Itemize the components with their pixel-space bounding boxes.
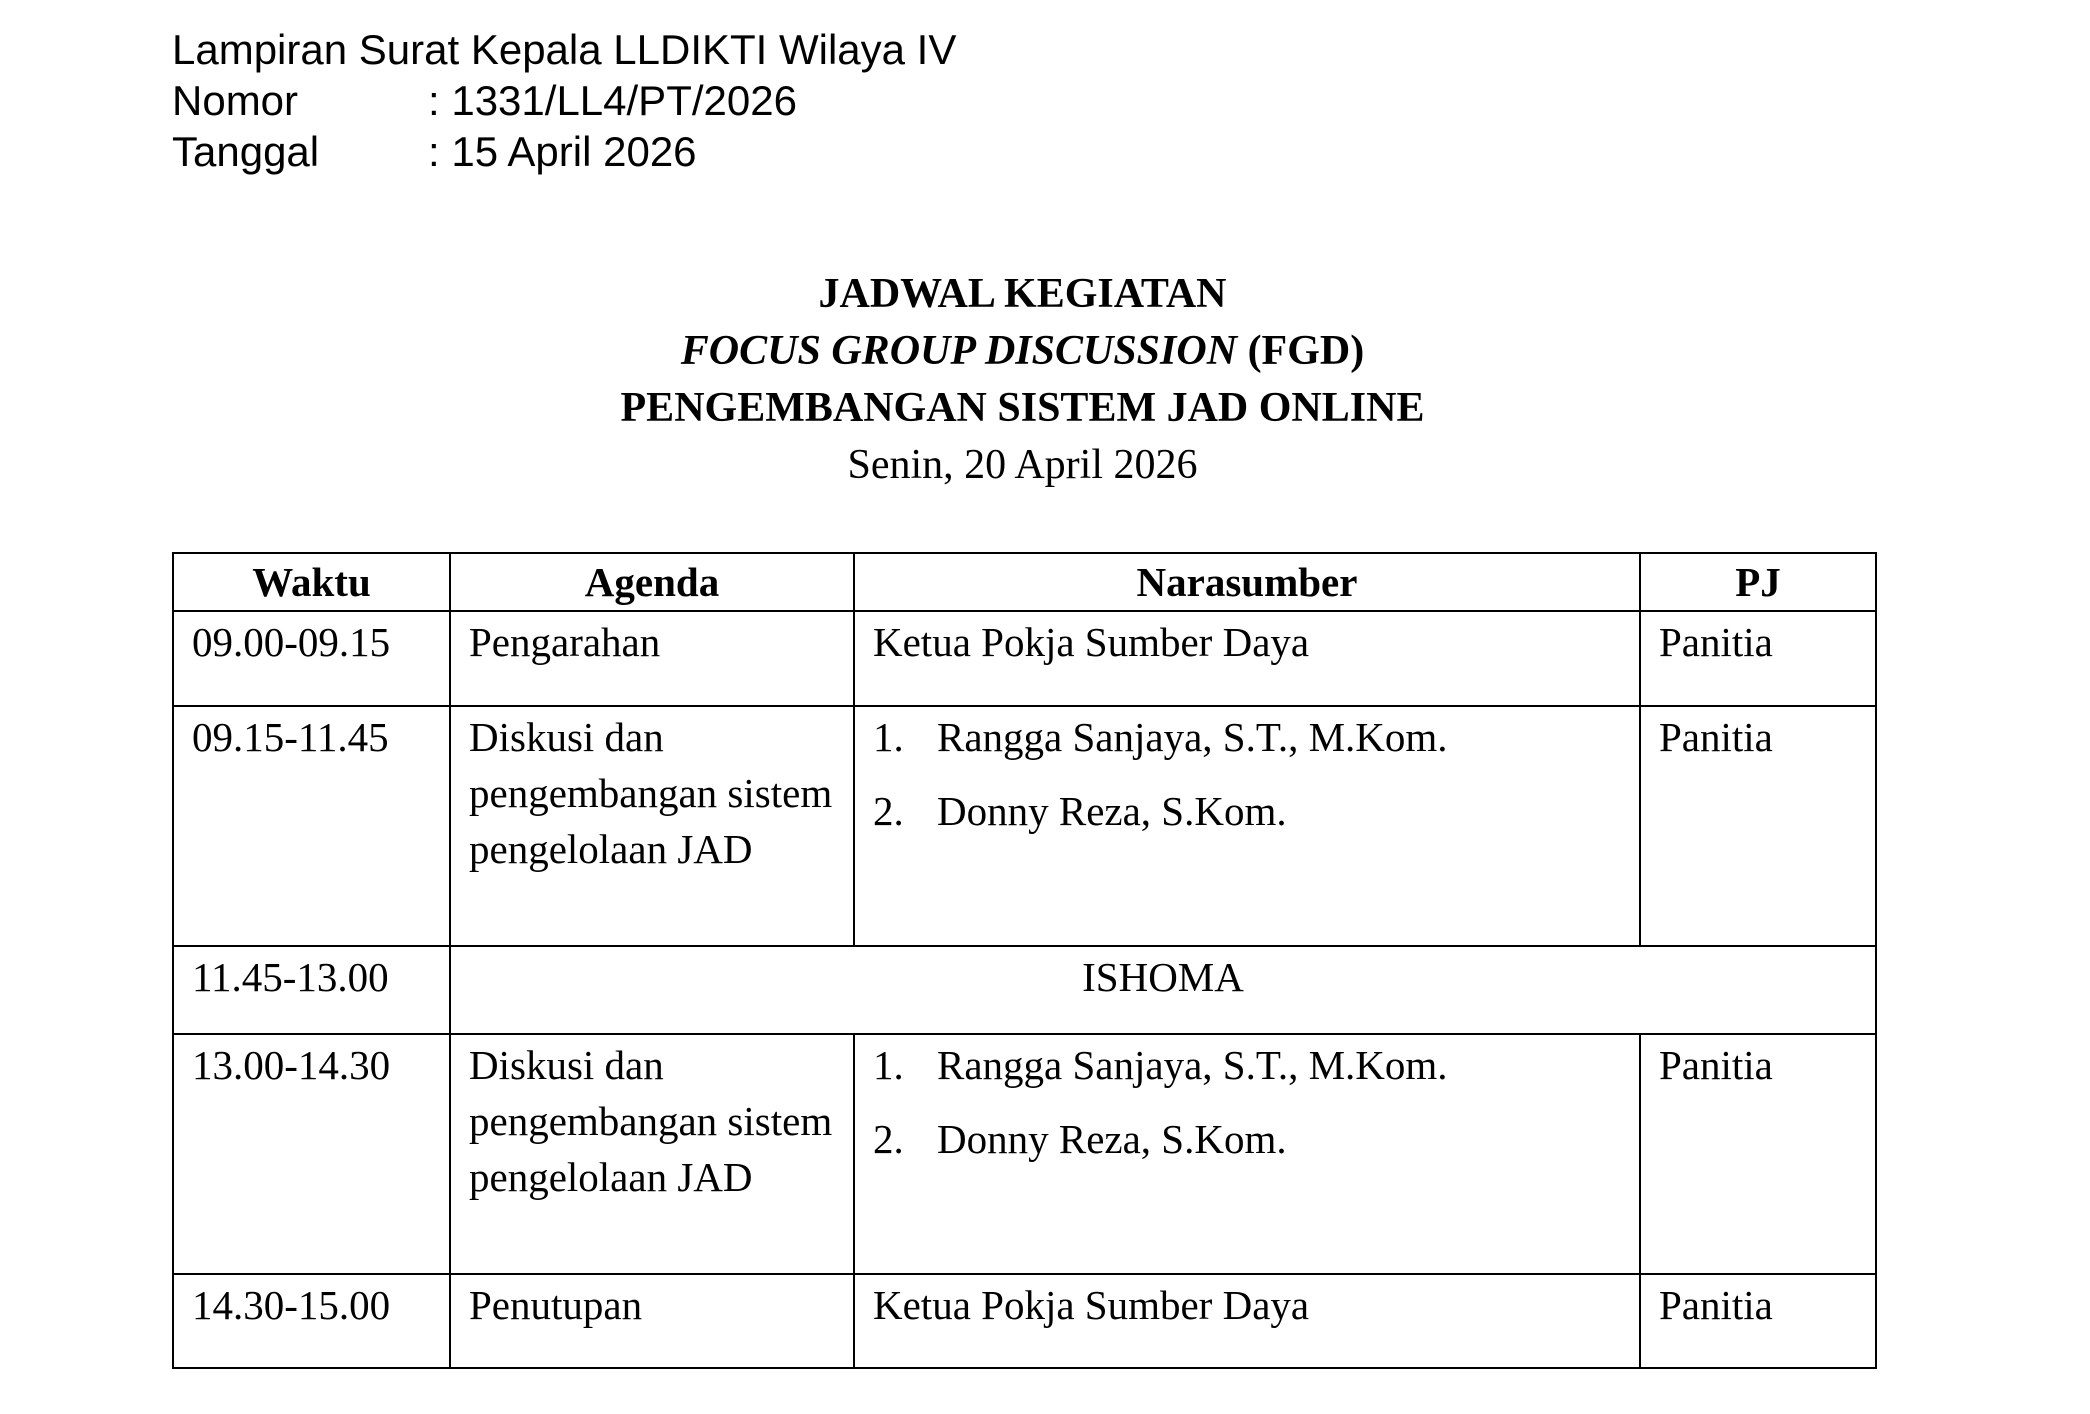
nomor-line [172, 75, 956, 126]
nomor-value: : 1331/LL4/PT/2026 [428, 77, 797, 124]
speaker-number: 2. [873, 1116, 904, 1162]
tanggal-label: Tanggal [172, 128, 320, 175]
cell-waktu: 09.00-09.15 [173, 611, 450, 706]
table-row [173, 1274, 1876, 1368]
speaker-item [873, 783, 1621, 839]
title-line-3: PENGEMBANGAN SISTEM JAD ONLINE [620, 385, 1425, 431]
cell-agenda: Diskusi dan pengembangan sistem pengelolaan JAD [450, 1034, 854, 1274]
speaker-name: Donny Reza, S.Kom. [937, 1116, 1287, 1162]
cell-waktu: 13.00-14.30 [173, 1034, 450, 1274]
table-row [173, 706, 1876, 946]
cell-narasumber [854, 706, 1640, 946]
speaker-number: 1. [873, 714, 904, 760]
cell-pj: Panitia [1640, 706, 1876, 946]
speaker-number: 2. [873, 788, 904, 834]
speaker-item [873, 709, 1621, 765]
title-line-2 [0, 323, 2045, 380]
tanggal-value: : 15 April 2026 [428, 128, 697, 175]
letter-attachment-header [172, 24, 956, 177]
cell-waktu: 09.15-11.45 [173, 706, 450, 946]
cell-agenda: Pengarahan [450, 611, 854, 706]
cell-narasumber [854, 1034, 1640, 1274]
speaker-item [873, 1111, 1621, 1167]
header-narasumber: Narasumber [854, 553, 1640, 611]
cell-waktu: 11.45-13.00 [173, 946, 450, 1034]
speaker-item [873, 1037, 1621, 1093]
cell-agenda: Penutupan [450, 1274, 854, 1368]
cell-pj: Panitia [1640, 1274, 1876, 1368]
cell-break-merged: ISHOMA [450, 946, 1876, 1034]
speaker-name: Rangga Sanjaya, S.T., M.Kom. [937, 714, 1448, 760]
event-date: Senin, 20 April 2026 [847, 442, 1198, 488]
table-row [173, 611, 1876, 706]
header-agenda: Agenda [450, 553, 854, 611]
title-fgd-italic: FOCUS GROUP DISCUSSION [680, 328, 1238, 374]
table-row [173, 1034, 1876, 1274]
attachment-title: Lampiran Surat Kepala LLDIKTI Wilaya IV [172, 26, 957, 73]
nomor-label: Nomor [172, 77, 299, 124]
speaker-list [873, 709, 1621, 839]
cell-pj: Panitia [1640, 1034, 1876, 1274]
speaker-name: Donny Reza, S.Kom. [937, 788, 1287, 834]
title-line-1: JADWAL KEGIATAN [818, 271, 1227, 317]
speaker-list [873, 1037, 1621, 1167]
tanggal-line [172, 126, 956, 177]
title-fgd-abbrev: (FGD) [1237, 328, 1365, 374]
header-waktu: Waktu [173, 553, 450, 611]
speaker-name: Rangga Sanjaya, S.T., M.Kom. [937, 1042, 1448, 1088]
schedule-table [172, 552, 1877, 1369]
cell-agenda: Diskusi dan pengembangan sistem pengelolaan JAD [450, 706, 854, 946]
cell-waktu: 14.30-15.00 [173, 1274, 450, 1368]
table-row [173, 946, 1876, 1034]
header-pj: PJ [1640, 553, 1876, 611]
speaker-number: 1. [873, 1042, 904, 1088]
cell-narasumber: Ketua Pokja Sumber Daya [854, 611, 1640, 706]
document-title [0, 266, 2045, 494]
table-header-row [173, 553, 1876, 611]
cell-narasumber: Ketua Pokja Sumber Daya [854, 1274, 1640, 1368]
cell-pj: Panitia [1640, 611, 1876, 706]
